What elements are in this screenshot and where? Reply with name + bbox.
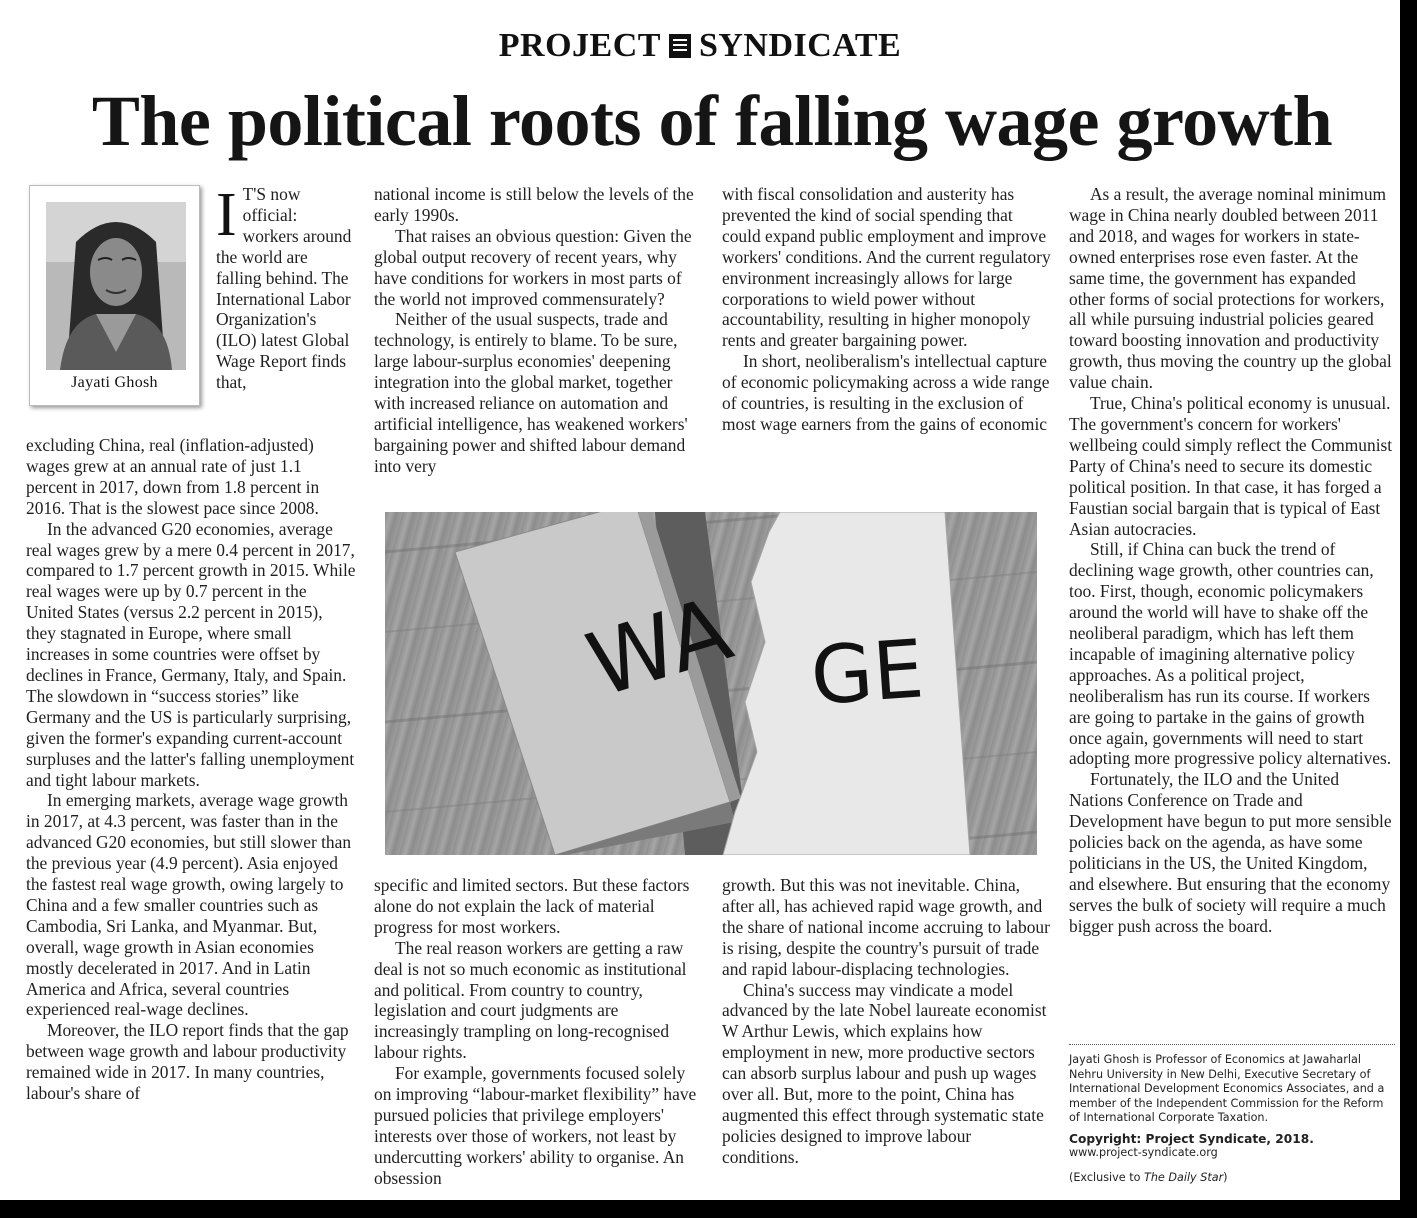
masthead-logo-icon [669, 34, 691, 58]
headline: The political roots of falling wage growth [91, 81, 1333, 161]
paragraph: As a result, the average nominal minimum wage in China nearly doubled between 2011 and 2018, and wages for workers in state-owned enterprises rose even faster. At the same time, the government has expanded other forms of social protections for workers, all while pursuing industrial policies geared toward boosting innovation and productivity growth, thus moving the country up the global value chain. [1069, 184, 1392, 393]
paragraph: True, China's political economy is unusual. The government's concern for workers' wellbeing could simply reflect the Communist Party of China's need to secure its domestic political position. In that case, it has forged a Faustian social bargain that is typical of East Asian autocracies. [1069, 393, 1393, 539]
column-2-bottom [374, 875, 704, 1189]
column-3-top [722, 184, 1052, 435]
exclusive-paper-name: The Daily Star [1144, 1170, 1224, 1184]
author-photo-caption [30, 374, 199, 392]
author-photo-frame [29, 185, 200, 406]
opening-paragraph: T'S now official: workers around the world are falling behind. The International Labor Organization's (ILO) latest Global Wage Report finds that, [216, 184, 352, 393]
author-photo [46, 202, 186, 370]
scan-border-bottom [0, 1200, 1417, 1218]
caption-text: Jayati Ghosh [71, 374, 158, 391]
drop-cap: I [216, 181, 237, 249]
column-3-bottom [722, 875, 1052, 1168]
paragraph: with fiscal consolidation and austerity has prevented the kind of social spending that could expand public employment and improve workers' conditions. And the current regulatory environment increasingly allows for large corporations to wield power without accountability, resulting in higher monopoly rents and greater bargaining power. [722, 184, 1051, 351]
wage-photo [385, 512, 1037, 855]
masthead-left: PROJECT [498, 27, 661, 64]
paragraph: The real reason workers are getting a raw deal is not so much economic as institutional and political. From country to country, legislation and court judgments are increasingly trampling on long-recognised labour rights. [374, 937, 687, 1063]
paragraph: Still, if China can buck the trend of declining wage growth, other countries can, too. First, though, economic policymakers around the world will have to shake off the neoliberal paradigm, which has left them incapable of imagining alternative policy approaches. As a political project, neoliberalism has run its course. If workers are going to partake in the gains of growth once again, governments will need to start adopting more progressive policy alternatives. [1069, 539, 1392, 769]
paragraph: Fortunately, the ILO and the United Nations Conference on Trade and Development have begun to put more sensible policies back on the agenda, as have some politicians in the US, the United Kingdom, and elsewhere. But ensuring that the economy serves the bulk of society will require a much bigger push across the board. [1069, 769, 1392, 936]
column-1-top [216, 181, 356, 393]
column-1 [26, 435, 356, 1104]
wage-photo-left-text: WA [576, 576, 743, 718]
exclusive-prefix: (Exclusive to [1069, 1170, 1144, 1184]
paragraph: For example, governments focused solely on improving “labour-market flexibility” have pursued policies that privilege employers' interests over those of workers, not least by undercutting workers' ability to organise. An obsession [374, 1063, 697, 1188]
paragraph: In emerging markets, average wage growth in 2017, at 4.3 percent, was faster than in the advanced G20 economies, but still slower than the previous year (4.9 percent). Asia enjoyed the fastest real wage growth, owing largely to China and a few smaller countries such as Cambodia, Sri Lanka, and Myanmar. But, overall, wage growth in Asian economies mostly decelerated in 2017. And in Latin America and Africa, several countries experienced real-wage declines. [26, 790, 352, 1020]
scan-border-right [1400, 0, 1417, 1218]
masthead-right: SYNDICATE [698, 27, 902, 64]
column-4 [1069, 184, 1395, 937]
paragraph: China's success may vindicate a model advanced by the late Nobel laureate economist W Arthur Lewis, which explains how employment in new, more productive sectors can absorb surplus labour and push up wages over all. But, more to the point, China has augmented this effect through systematic state policies designed to improve labour conditions. [722, 979, 1047, 1167]
column-2-top [374, 184, 704, 477]
dotted-divider [1069, 1044, 1395, 1045]
paragraph: excluding China, real (inflation-adjusted) wages grew at an annual rate of just 1.1 percent in 2017, down from 1.8 percent in 2016. That is the slowest pace since 2008. [26, 435, 320, 518]
exclusive-note [1069, 1171, 1395, 1186]
author-bio [1069, 1044, 1395, 1185]
paragraph: In short, neoliberalism's intellectual capture of economic policymaking across a wide range of countries, is resulting in the exclusion of most wage earners from the gains of economic [722, 351, 1050, 434]
paragraph: In the advanced G20 economies, average real wages grew by a mere 0.4 percent in 2017, compared to 1.7 percent growth in 2015. While real wages were up by 0.7 percent in the United States (versus 2.2 percent in 2015), they stagnated in Europe, where small increases in some countries were offset by declines in France, Germany, Italy, and Spain. The slowdown in “success stories” like Germany and the US is particularly surprising, given the former's expanding current-account surpluses and the latter's falling unemployment and tight labour markets. [26, 518, 356, 790]
bio-text: Jayati Ghosh is Professor of Economics at Jawaharlal Nehru University in New Delhi, Executive Secretary of International Development Economics Associates, and a member of the Independent Commission for the Reform of International Corporate Taxation. [1069, 1053, 1385, 1124]
paragraph: Moreover, the ILO report finds that the gap between wage growth and labour productivity remained wide in 2017. In many countries, labour's share of [26, 1020, 349, 1104]
paragraph: Neither of the usual suspects, trade and technology, is entirely to blame. To be sure, large labour-surplus economies' deepening integration into the global market, together with increased reliance on automation and artificial intelligence, has weakened workers' bargaining power and shifted labour demand into very [374, 309, 688, 476]
website-link[interactable]: www.project-syndicate.org [1069, 1146, 1218, 1159]
paragraph: national income is still below the levels of the early 1990s. [374, 184, 694, 225]
wage-photo-right-text: GE [807, 622, 927, 723]
copyright-line: Copyright: Project Syndicate, 2018. [1069, 1131, 1314, 1146]
paragraph: growth. But this was not inevitable. China, after all, has achieved rapid wage growth, and the share of national income accruing to labour is rising, despite the country's pursuit of trade and rapid labour-displacing technologies. [722, 875, 1050, 979]
paragraph: That raises an obvious question: Given the global output recovery of recent years, why have conditions for workers in most parts of the world not improved commensurately? [374, 225, 692, 309]
paragraph: specific and limited sectors. But these factors alone do not explain the lack of material progress for most workers. [374, 875, 690, 937]
masthead [0, 26, 1400, 66]
exclusive-suffix: ) [1223, 1170, 1228, 1184]
